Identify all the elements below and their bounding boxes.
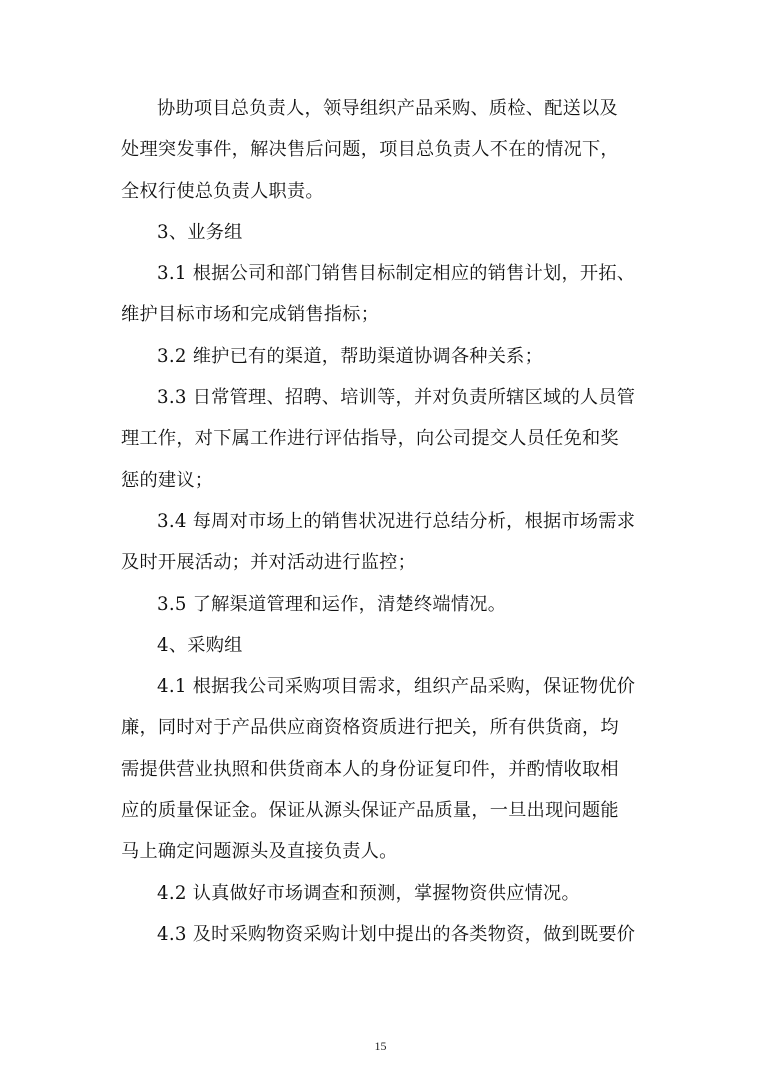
- page-number: 15: [374, 1039, 387, 1053]
- text-line: 3.2 维护已有的渠道，帮助渠道协调各种关系；: [157, 345, 544, 367]
- text-line: 3.1 根据公司和部门销售目标制定相应的销售计划，开拓、: [157, 263, 636, 285]
- section-heading: 3、业务组: [157, 221, 243, 243]
- text-line: 4.3 及时采购物资采购计划中提出的各类物资，做到既要价: [157, 923, 636, 945]
- text-line: 马上确定问题源头及直接负责人。: [121, 841, 398, 863]
- text-line: 应的质量保证金。保证从源头保证产品质量，一旦出现问题能: [121, 800, 619, 822]
- text-line: 3.3 日常管理、招聘、培训等，并对负责所辖区域的人员管: [157, 387, 636, 409]
- text-line: 3.5 了解渠道管理和运作，清楚终端情况。: [157, 593, 507, 615]
- text-line: 协助项目总负责人，领导组织产品采购、质检、配送以及: [157, 98, 618, 119]
- text-line: 及时开展活动；并对活动进行监控；: [121, 552, 417, 574]
- text-line: 需提供营业执照和供货商本人的身份证复印件，并酌情收取相: [121, 758, 619, 780]
- text-line: 3.4 每周对市场上的销售状况进行总结分析，根据市场需求: [157, 510, 636, 532]
- text-line: 维护目标市场和完成销售指标；: [121, 304, 380, 326]
- text-line: 4.2 认真做好市场调查和预测，掌握物资供应情况。: [157, 882, 580, 904]
- section-heading: 4、采购组: [157, 634, 243, 656]
- document-body: [121, 88, 636, 955]
- text-line: 4.1 根据我公司采购项目需求，组织产品采购，保证物优价: [157, 676, 636, 698]
- text-line: 处理突发事件，解决售后问题，项目总负责人不在的情况下，: [121, 139, 619, 161]
- text-line: 惩的建议；: [121, 469, 214, 491]
- text-line: 全权行使总负责人职责。: [121, 180, 324, 202]
- text-line: 理工作，对下属工作进行评估指导，向公司提交人员任免和奖: [121, 428, 619, 450]
- text-line: 廉，同时对于产品供应商资格资质进行把关，所有供货商，均: [121, 717, 619, 739]
